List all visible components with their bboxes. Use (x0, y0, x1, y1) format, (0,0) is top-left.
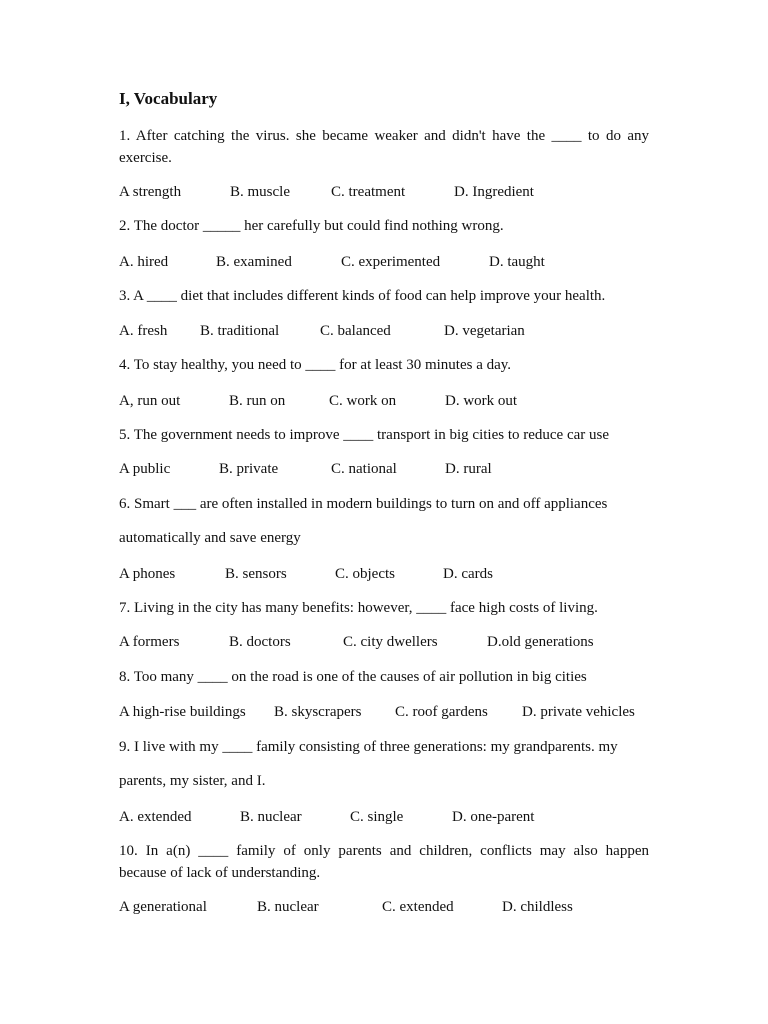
q7-option-d[interactable]: D.old generations (487, 634, 594, 650)
q8-option-a[interactable]: A high-rise buildings (119, 704, 246, 720)
q2-option-b[interactable]: B. examined (216, 254, 292, 270)
question-7-text: 7. Living in the city has many benefits: however, ____ face high costs of living. (119, 600, 598, 616)
q1-option-a[interactable]: A strength (119, 184, 182, 200)
q4-option-c[interactable]: C. work on (329, 393, 397, 409)
question-6-text-cont: automatically and save energy (119, 530, 301, 546)
q2-option-d[interactable]: D. taught (489, 254, 545, 270)
q10-option-b[interactable]: B. nuclear (257, 899, 319, 915)
q4-option-d[interactable]: D. work out (445, 393, 518, 409)
question-6-text: 6. Smart ___ are often installed in modern buildings to turn on and off appliances (119, 496, 608, 512)
q4-option-a[interactable]: A, run out (119, 393, 181, 409)
q10-option-d[interactable]: D. childless (502, 899, 573, 915)
question-1-text-cont: exercise. (119, 150, 172, 166)
question-9-text: 9. I live with my ____ family consisting of three generations: my grandparents. my (119, 739, 618, 755)
q8-option-d[interactable]: D. private vehicles (522, 704, 635, 720)
q6-option-a[interactable]: A phones (119, 566, 176, 582)
q1-option-d[interactable]: D. Ingredient (454, 184, 534, 200)
q5-option-c[interactable]: C. national (331, 461, 397, 477)
q1-option-c[interactable]: C. treatment (331, 184, 406, 200)
q4-option-b[interactable]: B. run on (229, 393, 286, 409)
q9-option-a[interactable]: A. extended (119, 809, 192, 825)
question-4-text: 4. To stay healthy, you need to ____ for at least 30 minutes a day. (119, 357, 512, 373)
q3-option-a[interactable]: A. fresh (119, 323, 168, 339)
section-heading: I, Vocabulary (119, 89, 218, 108)
question-8-text: 8. Too many ____ on the road is one of the causes of air pollution in big cities (119, 669, 587, 685)
q2-option-c[interactable]: C. experimented (341, 254, 441, 270)
q8-option-b[interactable]: B. skyscrapers (274, 704, 362, 720)
question-2-text: 2. The doctor _____ her carefully but could find nothing wrong. (119, 218, 504, 234)
q6-option-c[interactable]: C. objects (335, 566, 395, 582)
q2-option-a[interactable]: A. hired (119, 254, 169, 270)
q6-option-d[interactable]: D. cards (443, 566, 493, 582)
q6-option-b[interactable]: B. sensors (225, 566, 287, 582)
question-5-text: 5. The government needs to improve ____ transport in big cities to reduce car use (119, 427, 610, 443)
q9-option-c[interactable]: C. single (350, 809, 404, 825)
q8-option-c[interactable]: C. roof gardens (395, 704, 488, 720)
q9-option-d[interactable]: D. one-parent (452, 809, 535, 825)
question-3-text: 3. A ____ diet that includes different kinds of food can help improve your health. (119, 288, 606, 304)
question-10-text-cont: because of lack of understanding. (119, 865, 321, 881)
question-9-text-cont: parents, my sister, and I. (119, 773, 266, 789)
q5-option-b[interactable]: B. private (219, 461, 279, 477)
q1-option-b[interactable]: B. muscle (230, 184, 290, 200)
question-1-text: 1. After catching the virus. she became weaker and didn't have the ____ to do any (119, 128, 649, 144)
q9-option-b[interactable]: B. nuclear (240, 809, 302, 825)
q3-option-c[interactable]: C. balanced (320, 323, 391, 339)
q3-option-b[interactable]: B. traditional (200, 323, 280, 339)
q3-option-d[interactable]: D. vegetarian (444, 323, 525, 339)
q7-option-b[interactable]: B. doctors (229, 634, 291, 650)
q7-option-c[interactable]: C. city dwellers (343, 634, 438, 650)
q5-option-a[interactable]: A public (119, 461, 171, 477)
q10-option-c[interactable]: C. extended (382, 899, 454, 915)
q5-option-d[interactable]: D. rural (445, 461, 492, 477)
q10-option-a[interactable]: A generational (119, 899, 207, 915)
question-10-text: 10. In a(n) ____ family of only parents and children, conflicts may also happen (119, 843, 649, 859)
q7-option-a[interactable]: A formers (119, 634, 180, 650)
